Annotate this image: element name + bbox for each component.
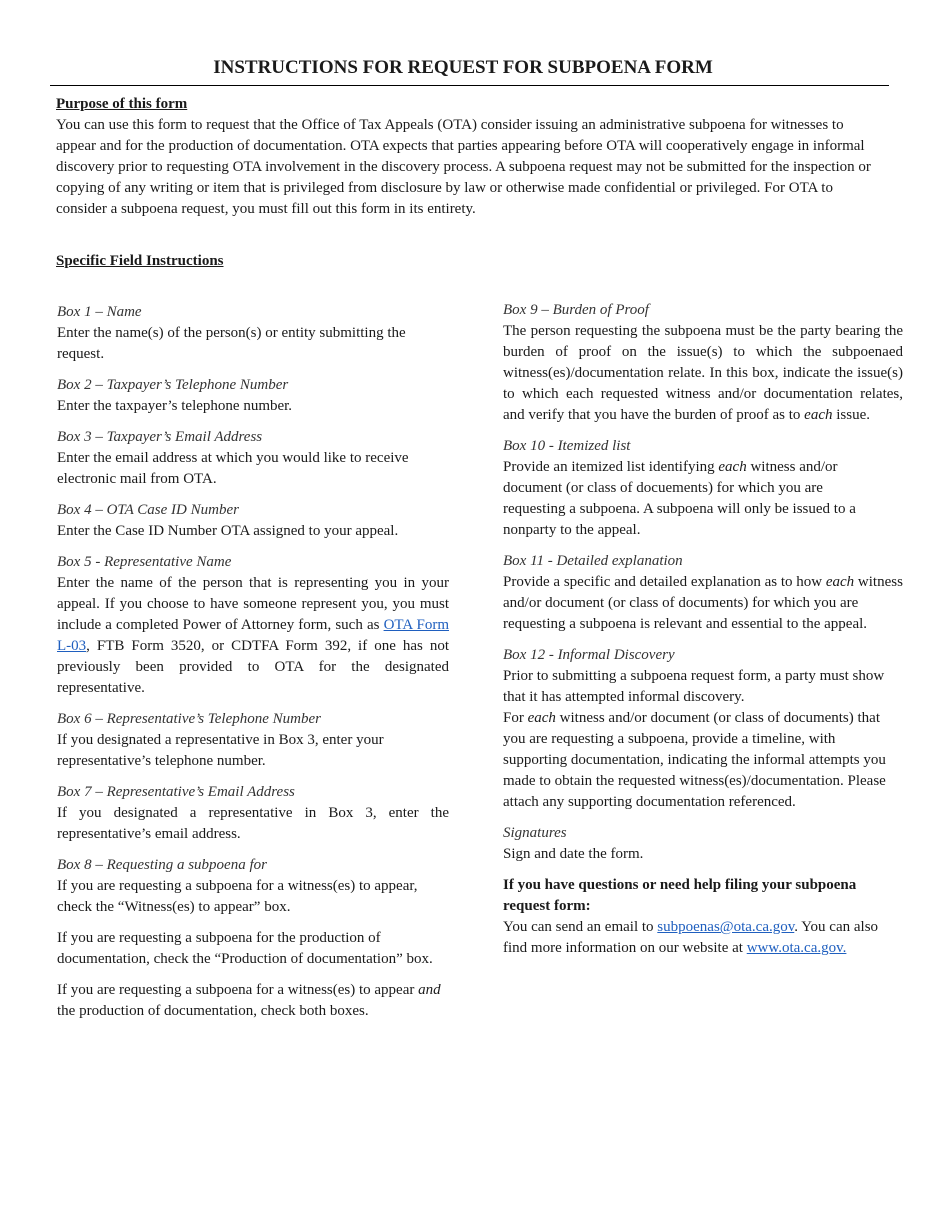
box6-text: If you designated a representative in Box 3, enter your representative’s telephone number. <box>57 732 384 769</box>
box5-title: Box 5 - Representative Name <box>57 554 232 570</box>
box11-title: Box 11 - Detailed explanation <box>503 553 683 569</box>
box5-text-before: Enter the name of the person that is representing you in your appeal. If you choose to have someone represent you, you must include a completed Power of Attorney form, such as <box>57 575 449 633</box>
box12-paragraph-1: Prior to submitting a subpoena request form, a party must show that it has attempted informal discovery. <box>503 668 885 705</box>
box9-title: Box 9 – Burden of Proof <box>503 302 649 318</box>
website-link[interactable]: www.ota.ca.gov. <box>746 940 847 956</box>
box10-text-after: witness and/or document (or class of docuements) for which you are requesting a subpoena. A subpoena will only be issued to a nonparty to the appeal. <box>503 459 856 538</box>
box9-emphasis: each <box>804 407 833 423</box>
purpose-heading: Purpose of this form <box>56 96 188 112</box>
box9-text-after: issue. <box>832 407 870 423</box>
box12-title: Box 12 - Informal Discovery <box>503 647 675 663</box>
left-column <box>57 302 449 1032</box>
box12-instructions <box>503 645 903 813</box>
box11-instructions <box>503 551 903 635</box>
box4-text: Enter the Case ID Number OTA assigned to your appeal. <box>57 523 399 539</box>
box3-title: Box 3 – Taxpayer’s Email Address <box>57 429 263 445</box>
help-text <box>503 917 903 959</box>
help-text-before: You can send an email to <box>503 919 658 935</box>
box12-p2-emphasis: each <box>527 710 556 726</box>
box12-p2-before: For <box>503 710 528 726</box>
box7-instructions <box>57 782 449 845</box>
box10-instructions <box>503 436 903 541</box>
box3-text: Enter the email address at which you would like to receive electronic mail from OTA. <box>57 450 409 487</box>
box5-text <box>57 573 449 699</box>
box2-text: Enter the taxpayer’s telephone number. <box>57 398 293 414</box>
help-heading: If you have questions or need help filing your subpoena request form: <box>503 877 857 914</box>
box4-instructions <box>57 500 449 542</box>
page-title: INSTRUCTIONS FOR REQUEST FOR SUBPOENA FORM <box>213 57 713 78</box>
signatures-text: Sign and date the form. <box>503 846 644 862</box>
email-link[interactable]: subpoenas@ota.ca.gov <box>657 919 795 935</box>
box11-text <box>503 572 903 635</box>
signatures-instructions <box>503 823 903 865</box>
box11-text-after: witness and/or document (or class of documents) for which you are requesting a subpoena is relevant and essential to the appeal. <box>503 574 903 632</box>
ota-form-l03-link[interactable]: OTA Form L-03 <box>57 617 450 654</box>
box3-instructions <box>57 427 449 490</box>
box1-instructions <box>57 302 449 365</box>
box9-text <box>503 321 903 426</box>
box10-text <box>503 457 873 541</box>
box10-title: Box 10 - Itemized list <box>503 438 631 454</box>
title-divider <box>50 85 889 86</box>
box8-paragraph-2: If you are requesting a subpoena for the production of documentation, check the “Production of documentation” box. <box>57 930 433 967</box>
box9-text-before: The person requesting the subpoena must be the party bearing the burden of proof on the issue(s) to which the subpoenaed witness(es)/documentation relate. In this box, indicate the issue(s) to which each requested witness and/or documentation relates, and verify that you have the burden of proof as to <box>503 323 903 423</box>
box8-instructions <box>57 855 449 1022</box>
box7-title: Box 7 – Representative’s Email Address <box>57 784 295 800</box>
box11-text-before: Provide a specific and detailed explanation as to how <box>503 574 826 590</box>
purpose-text: You can use this form to request that the Office of Tax Appeals (OTA) consider issuing an administrative subpoena for witnesses to appear and for the production of documentation. OTA expects that parties appearing before OTA will cooperatively engage in informal discovery prior to requesting OTA involvement in the discovery process. A subpoena request may not be submitted for the inspection or copying of any writing or item that is privileged from disclosure by law or otherwise made confidential or privileged. For OTA to consider a subpoena request, you must fill out this form in its entirety. <box>56 117 871 217</box>
box2-title: Box 2 – Taxpayer’s Telephone Number <box>57 377 289 393</box>
box6-instructions <box>57 709 449 772</box>
box6-title: Box 6 – Representative’s Telephone Number <box>57 711 321 727</box>
box8-paragraph-1: If you are requesting a subpoena for a witness(es) to appear, check the “Witness(es) to appear” box. <box>57 878 418 915</box>
help-section <box>503 875 903 959</box>
box12-paragraph-2 <box>503 708 903 813</box>
box2-instructions <box>57 375 449 417</box>
box8-p3-emphasis: and <box>418 982 441 998</box>
box5-text-after: , FTB Form 3520, or CDTFA Form 392, if one has not previously been provided to OTA for the designated representative. <box>57 638 449 696</box>
signatures-title: Signatures <box>503 825 567 841</box>
box8-paragraph-3 <box>57 980 449 1022</box>
box1-title: Box 1 – Name <box>57 304 142 320</box>
right-column <box>503 300 903 969</box>
box11-emphasis: each <box>825 574 855 590</box>
box9-instructions <box>503 300 903 426</box>
box8-title: Box 8 – Requesting a subpoena for <box>57 857 267 873</box>
box4-title: Box 4 – OTA Case ID Number <box>57 502 239 518</box>
box5-instructions <box>57 552 449 699</box>
box8-p3-before: If you are requesting a subpoena for a witness(es) to appear <box>57 982 419 998</box>
box7-text: If you designated a representative in Box 3, enter the representative’s email address. <box>57 805 449 842</box>
box10-text-before: Provide an itemized list identifying <box>503 459 719 475</box>
box10-emphasis: each <box>718 459 747 475</box>
box12-p2-after: witness and/or document (or class of documents) that you are requesting a subpoena, provide a timeline, with supporting documentation, indicating the informal attempts you made to obtain the requested witness(es)/documentation. Please attach any supporting documentation referenced. <box>503 710 886 810</box>
box1-text: Enter the name(s) of the person(s) or entity submitting the request. <box>57 325 406 362</box>
help-text-middle: . You can also find more information on our website at <box>503 919 879 956</box>
box8-p3-after: the production of documentation, check both boxes. <box>57 1003 369 1019</box>
specific-instructions-heading: Specific Field Instructions <box>56 253 224 269</box>
